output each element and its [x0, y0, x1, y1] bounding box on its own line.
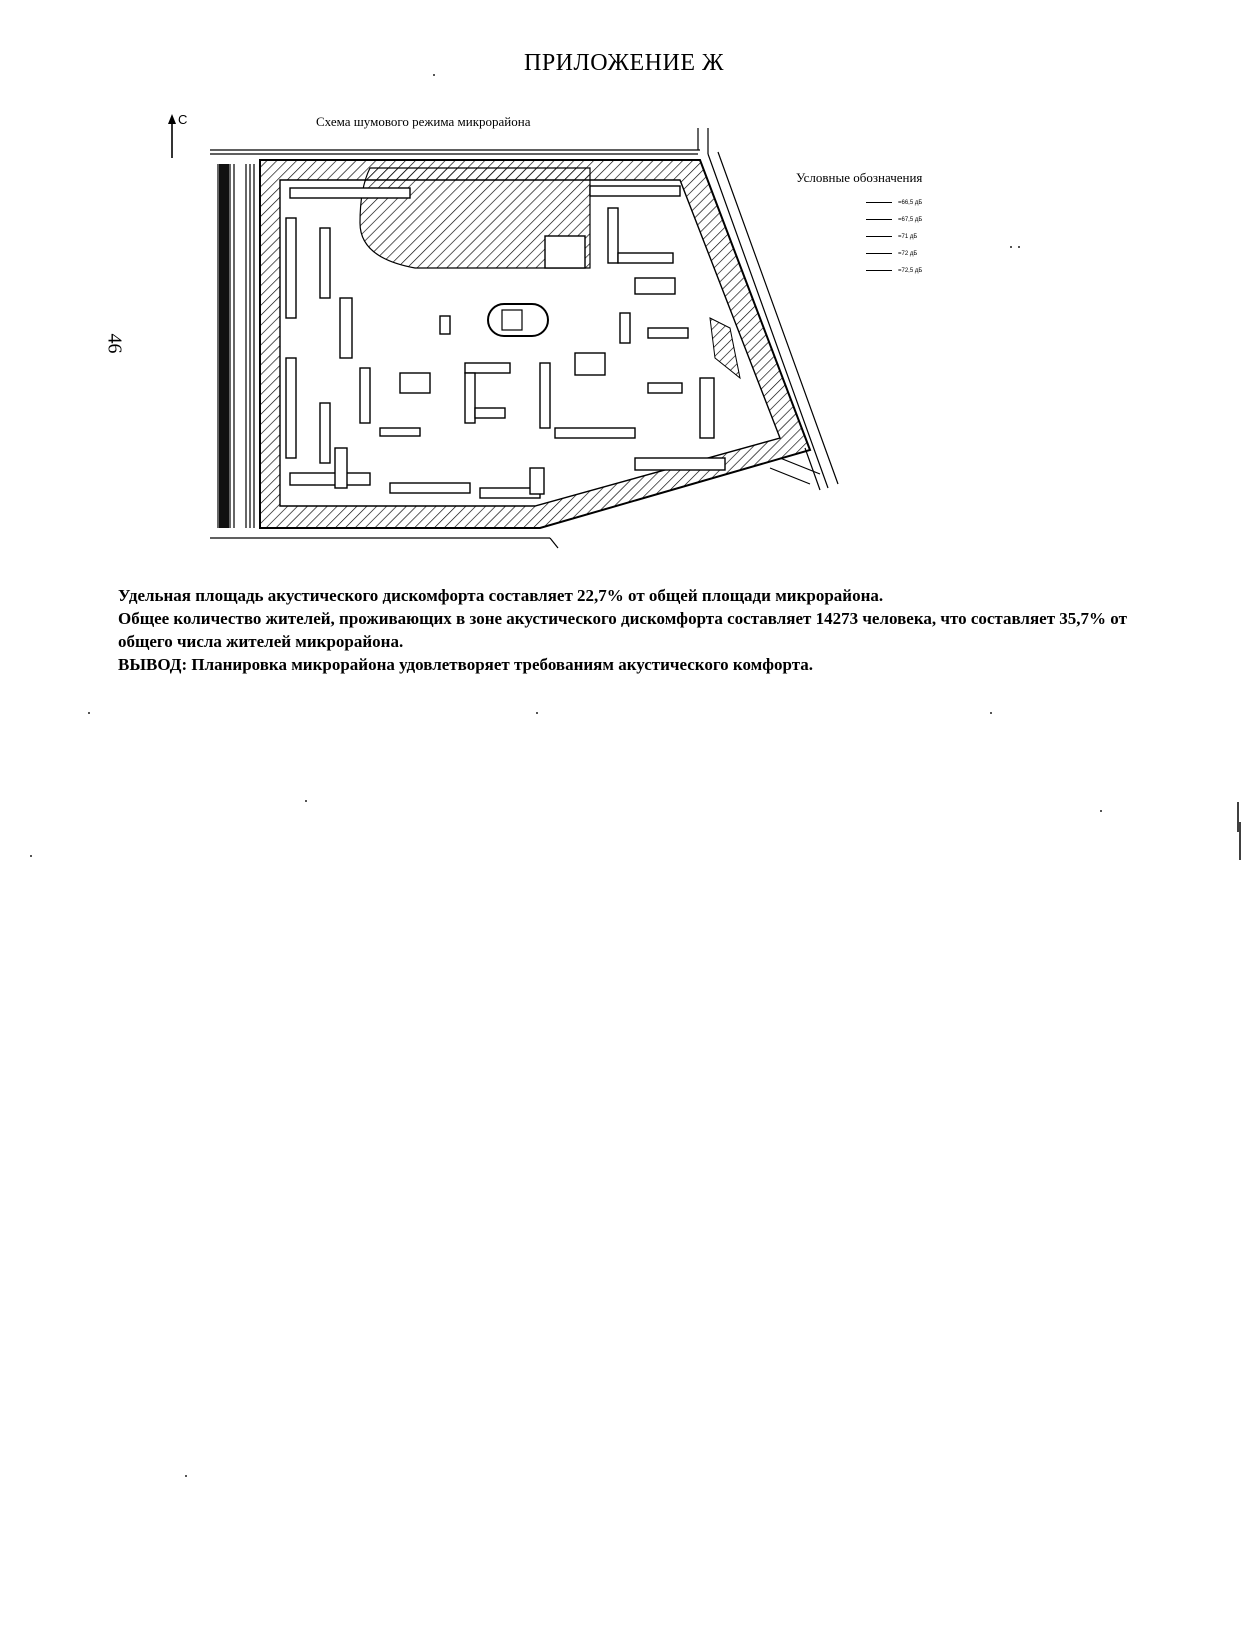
paragraph-residents: Общее количество жителей, проживающих в зоне акустического дискомфорта составляет 14273 человека, что составляет 35,7% от общего числа жителей микрорайона. [118, 609, 1127, 651]
legend [796, 170, 946, 279]
scan-speck [1010, 246, 1012, 248]
legend-item [866, 211, 946, 228]
paragraph-area: Удельная площадь акустического дискомфорта составляет 22,7% от общей площади микрорайона. [118, 586, 884, 605]
stadium [488, 304, 548, 336]
legend-label: =67,5 дБ [898, 216, 923, 223]
north-label: С [178, 112, 188, 127]
scan-speck [990, 712, 992, 714]
scan-speck [88, 712, 90, 714]
scan-speck [1018, 246, 1020, 248]
scan-speck [1100, 810, 1102, 812]
left-road-strip [219, 164, 229, 528]
legend-label: =72,5 дБ [898, 267, 923, 274]
paragraph-conclusion [118, 653, 1178, 676]
page-title: ПРИЛОЖЕНИЕ Ж [523, 50, 724, 76]
scan-speck [30, 855, 32, 857]
legend-title: Условные обозначения [796, 170, 923, 185]
legend-item [866, 245, 946, 262]
conclusion-text: Планировка микрорайона удовлетворяет требованиям акустического комфорта. [187, 655, 814, 674]
legend-line-icon [866, 270, 892, 271]
page-number: 46 [103, 333, 126, 354]
scan-speck [305, 800, 307, 802]
legend-line-icon [866, 236, 892, 237]
legend-label: =72 дБ [898, 250, 918, 257]
conclusion-label: ВЫВОД: [118, 655, 188, 674]
microdistrict-noise-map [210, 128, 870, 578]
legend-item [866, 262, 946, 279]
scan-speck [185, 1475, 187, 1477]
legend-label: =66,5 дБ [898, 199, 923, 206]
legend-line-icon [866, 202, 892, 203]
scheme-title: Схема шумового режима микрорайона [316, 114, 531, 129]
scan-speck [433, 74, 435, 76]
legend-item [866, 194, 946, 211]
legend-item [866, 228, 946, 245]
legend-line-icon [866, 219, 892, 220]
body-text [118, 584, 1178, 676]
scan-speck [536, 712, 538, 714]
scan-edge-mark [1236, 802, 1242, 860]
legend-label: =71 дБ [898, 233, 918, 240]
legend-line-icon [866, 253, 892, 254]
